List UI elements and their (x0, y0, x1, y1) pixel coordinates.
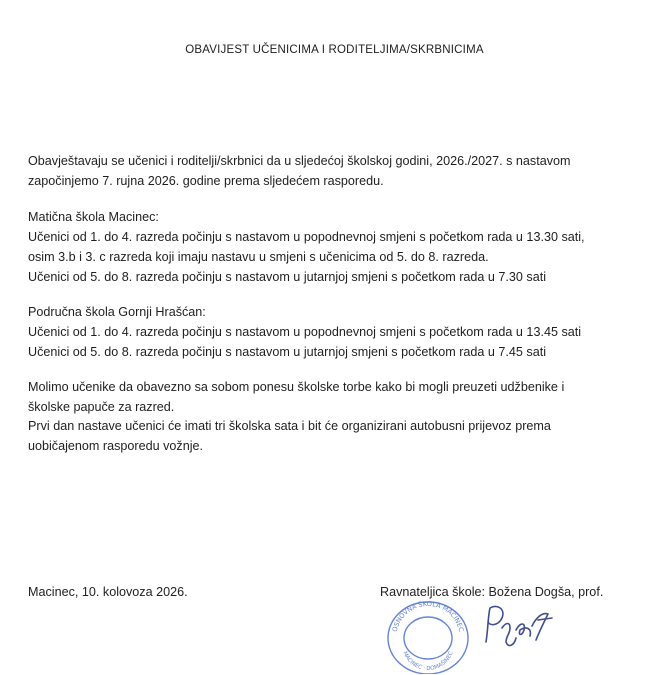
place-date: Macinec, 10. kolovoza 2026. (28, 585, 188, 599)
branch-school-line-1: Učenici od 1. do 4. razreda počinju s nastavom u popodnevnoj smjeni s početkom rada u 13.45 sati (28, 325, 582, 339)
school-stamp-icon (378, 598, 478, 674)
note-line-3: Prvi dan nastave učenici će imati tri školska sata i bit će organizirani autobusni prijevoz prema (28, 419, 551, 433)
svg-text:MACINEC · DOMAŠINEC: MACINEC · DOMAŠINEC (401, 650, 455, 673)
signature-icon (476, 598, 558, 654)
note-line-2: školske papuče za razred. (28, 400, 175, 414)
main-school-line-2: osim 3.b i 3. c razreda koji imaju nastavu u smjeni s učenicima od 5. do 8. razreda. (28, 250, 489, 264)
document-title: OBAVIJEST UČENICIMA I RODITELJIMA/SKRBNICIMA (185, 44, 484, 56)
intro-line-2: započinjemo 7. rujna 2026. godine prema sljedećem rasporedu. (28, 174, 384, 188)
signatory: Ravnateljica škole: Božena Dogša, prof. (380, 585, 604, 599)
main-school-line-1: Učenici od 1. do 4. razreda počinju s nastavom u popodnevnoj smjeni s početkom rada u 13.30 sati, (28, 230, 585, 244)
note-line-4: uobičajenom rasporedu vožnje. (28, 439, 204, 453)
branch-school-heading: Područna škola Gornji Hrašćan: (28, 305, 206, 319)
branch-school-line-2: Učenici od 5. do 8. razreda počinju s nastavom u jutarnjoj smjeni s početkom rada u 7.45 sati (28, 345, 547, 359)
main-school-heading: Matična škola Macinec: (28, 210, 159, 224)
intro-line-1: Obavještavaju se učenici i roditelji/skrbnici da u sljedećoj školskoj godini, 2026./2027. s nastavom (28, 154, 571, 168)
note-line-1: Molimo učenike da obavezno sa sobom ponesu školske torbe kako bi mogli preuzeti udžbenike i (28, 380, 565, 394)
main-school-line-3: Učenici od 5. do 8. razreda počinju s nastavom u jutarnjoj smjeni s početkom rada u 7.30 sati (28, 270, 547, 284)
svg-text:OSNOVNA ŠKOLA MACINEC: OSNOVNA ŠKOLA MACINEC (390, 599, 466, 633)
